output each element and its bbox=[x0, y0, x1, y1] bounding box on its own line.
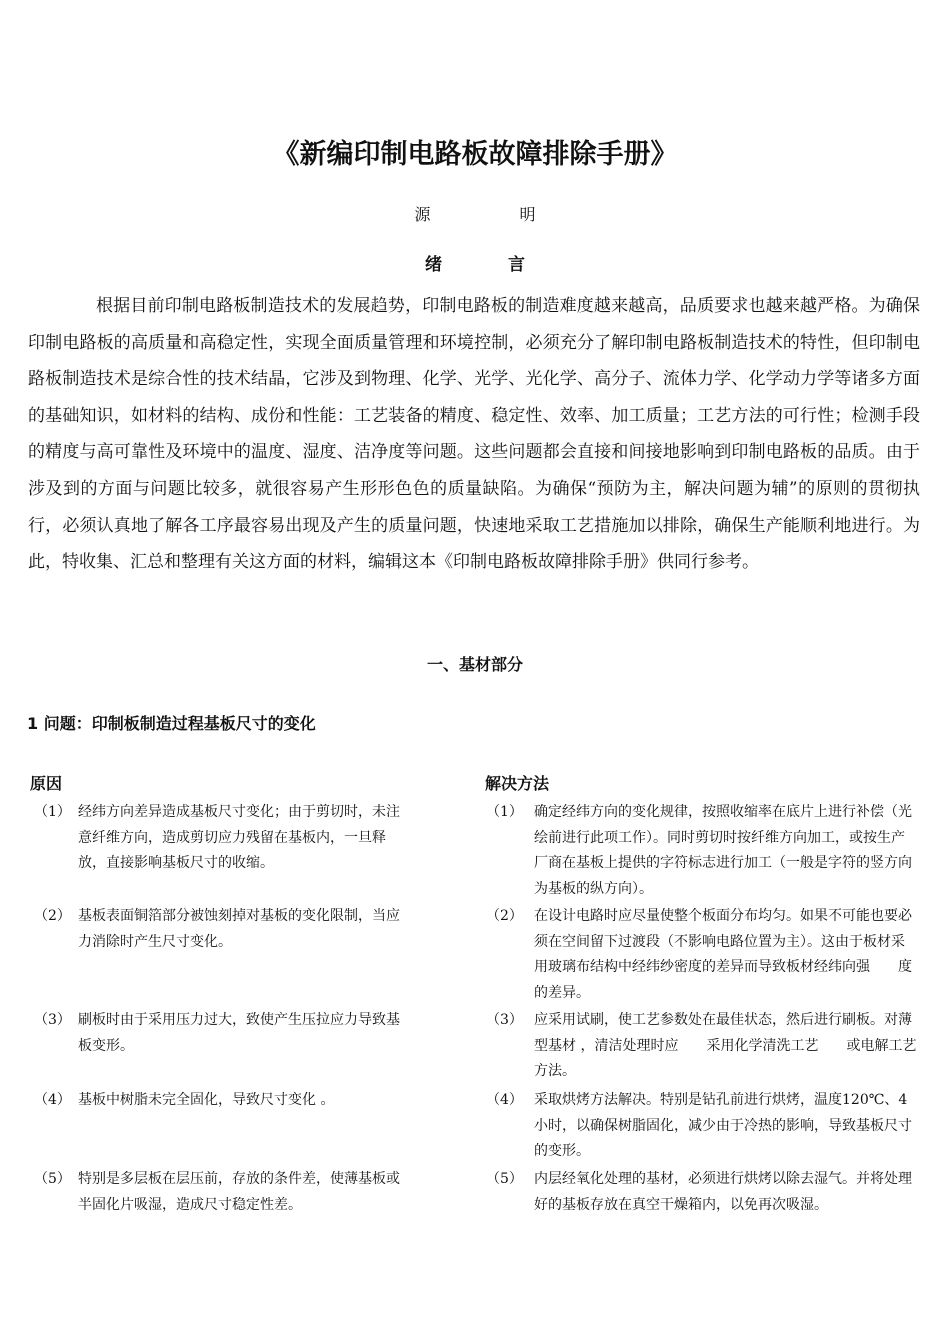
solution-text: 内层经氧化处理的基材，必须进行烘烤以除去湿气。并将处理好的基板存放在真空干燥箱内，以免再次吸湿。 bbox=[534, 1171, 912, 1213]
document-title: 《新编印制电路板故障排除手册》 bbox=[272, 139, 678, 170]
cause-text: 特别是多层板在层压前，存放的条件差，使薄基板或半固化片吸湿，造成尺寸稳定性差。 bbox=[78, 1171, 400, 1213]
cause-text: 刷板时由于采用压力过大，致使产生压拉应力导致基板变形。 bbox=[78, 1012, 400, 1054]
preface-heading: 绪 言 bbox=[425, 255, 555, 275]
solution-text: 应采用试刷，使工艺参数处在最佳状态，然后进行刷板。对薄型基材 ，清洁处理时应 采用化学清洗工艺 或电解工艺方法。 bbox=[534, 1012, 917, 1079]
solution-number: （2） bbox=[486, 908, 523, 924]
section-heading: 一、基材部分 bbox=[426, 655, 523, 674]
author-name-part-2: 明 bbox=[519, 205, 536, 224]
solution-text: 确定经纬方向的变化规律，按照收缩率在底片上进行补偿（光绘前进行此项工作）。同时剪切时按纤维方向加工，或按生产厂商在基板上提供的字符标志进行加工（一般是字符的竖方向为基板的纵方向）。 bbox=[534, 804, 912, 897]
cause-number: （2） bbox=[34, 908, 71, 924]
solution-number: （5） bbox=[486, 1171, 523, 1187]
cause-number: （4） bbox=[34, 1092, 71, 1108]
cause-number: （3） bbox=[34, 1012, 71, 1028]
cause-column-header: 原因 bbox=[30, 774, 63, 793]
author-name-part-1: 源 bbox=[414, 205, 431, 224]
problem-heading: 1 问题：印制板制造过程基板尺寸的变化 bbox=[27, 714, 316, 733]
solution-number: （3） bbox=[486, 1012, 523, 1028]
cause-number: （5） bbox=[34, 1171, 71, 1187]
author-line bbox=[0, 202, 950, 225]
cause-text: 经纬方向差异造成基板尺寸变化；由于剪切时，未注意纤维方向，造成剪切应力残留在基板内，一旦释放，直接影响基板尺寸的收缩。 bbox=[78, 804, 400, 871]
cause-text: 基板表面铜箔部分被蚀刻掉对基板的变化限制，当应力消除时产生尺寸变化。 bbox=[78, 908, 400, 950]
preface-paragraph: 根据目前印制电路板制造技术的发展趋势，印制电路板的制造难度越来越高，品质要求也越来越严格。为确保印制电路板的高质量和高稳定性，实现全面质量管理和环境控制，必须充分了解印制电路板制造技术的特性，但印制电路板制造技术是综合性的技术结晶，它涉及到物理、化学、光学、光化学、高分子、流体力学、化学动力学等诸多方面的基础知识，如材料的结构、成份和性能：工艺装备的精度、稳定性、效率、加工质量；工艺方法的可行性；检测手段的精度与高可靠性及环境中的温度、湿度、洁净度等问题。这些问题都会直接和间接地影响到印制电路板的品质。由于涉及到的方面与问题比较多，就很容易产生形形色色的质量缺陷。为确保“预防为主，解决问题为辅”的原则的贯彻执行，必须认真地了解各工序最容易出现及产生的质量问题，快速地采取工艺措施加以排除，确保生产能顺利地进行。为此，特收集、汇总和整理有关这方面的材料，编辑这本《印制电路板故障排除手册》供同行参考。 bbox=[28, 296, 920, 573]
cause-text: 基板中树脂未完全固化，导致尺寸变化 。 bbox=[78, 1092, 335, 1108]
solution-text: 在设计电路时应尽量使整个板面分布均匀。如果不可能也要必须在空间留下过渡段（不影响电路位置为主）。这由于板材采用玻璃布结构中经纬纱密度的差异而导致板材经纬向强 度的差异。 bbox=[534, 908, 912, 1001]
solution-column-header: 解决方法 bbox=[485, 774, 550, 793]
solution-text: 采取烘烤方法解决。特别是钻孔前进行烘烤，温度120℃、4小时，以确保树脂固化，减少由于冷热的影响，导致基板尺寸的变形。 bbox=[534, 1092, 912, 1159]
solution-number: （1） bbox=[486, 804, 523, 820]
cause-number: （1） bbox=[34, 804, 71, 820]
solution-number: （4） bbox=[486, 1092, 523, 1108]
